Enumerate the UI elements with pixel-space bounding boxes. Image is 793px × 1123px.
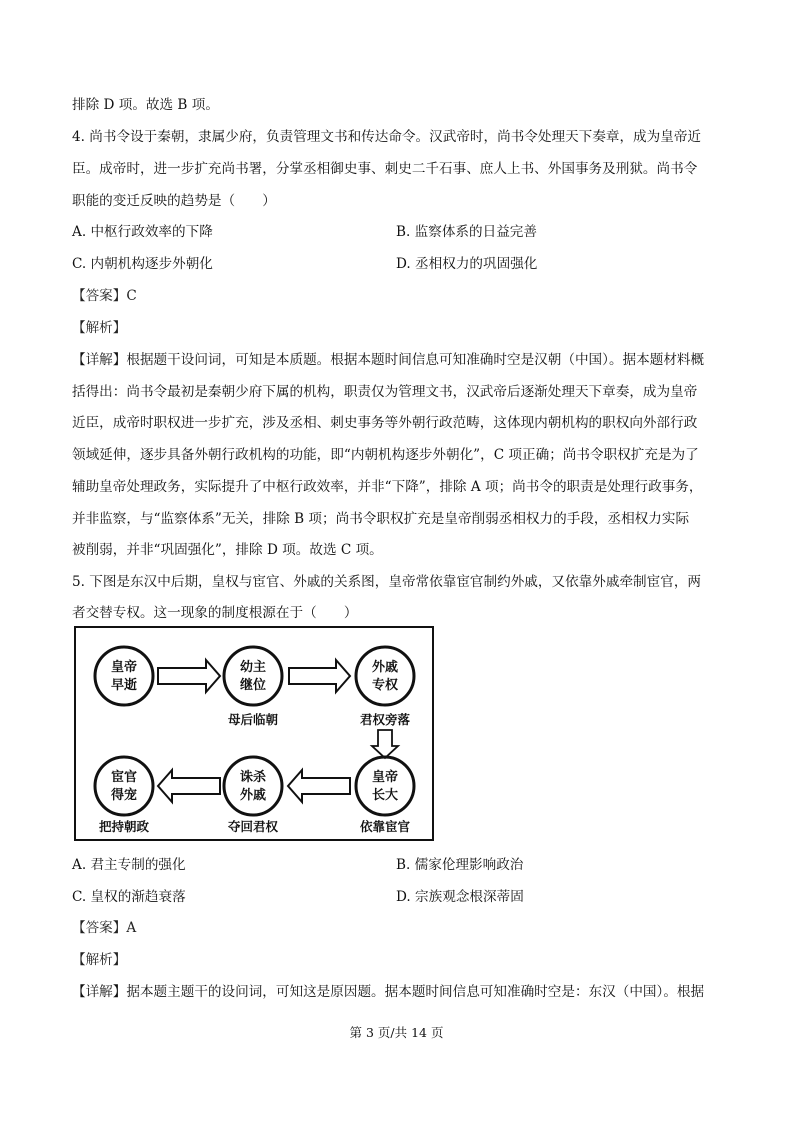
q5-option-a: A. 君主专制的强化 (72, 857, 186, 873)
page-footer: 第 3 页/共 14 页 (349, 1025, 444, 1040)
node-text: 外戚 (371, 660, 399, 675)
question-5-stem: 者交替专权。这一现象的制度根源在于（ ） (72, 605, 358, 621)
relationship-diagram (74, 626, 434, 841)
q4-option-c: C. 内朝机构逐步外朝化 (72, 256, 213, 272)
q5-detail-line: 【详解】据本题主题干的设问词，可知这是原因题。据本题时间信息可知准确时空是：东汉（中国）。根据 (72, 984, 705, 1000)
node-text: 宦官 (110, 770, 138, 785)
q5-option-c: C. 皇权的渐趋衰落 (72, 889, 186, 905)
node-caption: 依靠宦官 (359, 819, 411, 834)
node-caption: 母后临朝 (227, 712, 279, 727)
node-text: 得宠 (110, 788, 138, 803)
q4-detail-line: 近臣，成帝时职权进一步扩充，涉及丞相、刺史事务等外朝行政范畴，这体现内朝机构的职权向外部行政 (72, 415, 698, 431)
q4-detail-line: 括得出：尚书令最初是秦朝少府下属的机构，职责仅为管理文书，汉武帝后逐渐处理天下章奏，成为皇帝 (72, 384, 698, 400)
q4-analysis-label: 【解析】 (72, 320, 127, 336)
q4-option-d: D. 丞相权力的巩固强化 (396, 256, 538, 272)
q4-detail-line: 辅助皇帝处理政务，实际提升了中枢行政效率，并非“下降”，排除 A 项；尚书令的职责是处理行政事务， (72, 479, 703, 495)
question-4-stem: 4. 尚书令设于秦朝，隶属少府，负责管理文书和传达命令。汉武帝时，尚书令处理天下奏章，成为皇帝近 (72, 129, 702, 145)
q4-detail-line: 领域延伸，逐步具备外朝行政机构的功能，即“内朝机构逐步外朝化”，C 项正确；尚书令职权扩充是为了 (72, 447, 699, 463)
node-text: 诛杀 (239, 770, 267, 785)
node-caption: 夺回君权 (227, 819, 279, 834)
q4-option-a: A. 中枢行政效率的下降 (72, 224, 213, 240)
q5-answer: 【答案】A (72, 920, 137, 936)
node-text: 长大 (371, 788, 399, 803)
node-text: 皇帝 (110, 660, 138, 675)
q4-detail-line: 被削弱，并非“巩固强化”，排除 D 项。故选 C 项。 (72, 542, 383, 558)
question-4-stem: 臣。成帝时，进一步扩充尚书署，分掌丞相御史事、刺史二千石事、庶人上书、外国事务及刑狱。尚书令 (72, 161, 698, 177)
text-line: 排除 D 项。故选 B 项。 (72, 97, 219, 113)
node-text: 幼主 (239, 660, 267, 675)
node-text: 继位 (239, 678, 267, 693)
q4-option-b: B. 监察体系的日益完善 (396, 224, 537, 240)
question-4-stem: 职能的变迁反映的趋势是（ ） (72, 193, 276, 209)
node-caption: 把持朝政 (98, 819, 150, 834)
q4-answer: 【答案】C (72, 288, 137, 304)
node-text: 外戚 (239, 788, 267, 803)
q5-analysis-label: 【解析】 (72, 952, 127, 968)
q5-option-b: B. 儒家伦理影响政治 (396, 857, 524, 873)
node-text: 专权 (371, 678, 399, 693)
q4-detail-line: 并非监察，与“监察体系”无关，排除 B 项；尚书令职权扩充是皇帝削弱丞相权力的手段，丞相权力实际 (72, 511, 690, 527)
node-text: 皇帝 (371, 770, 399, 785)
q5-option-d: D. 宗族观念根深蒂固 (396, 889, 524, 905)
question-5-stem: 5. 下图是东汉中后期，皇权与宦官、外戚的关系图，皇帝常依靠宦官制约外戚，又依靠外戚牵制宦官，两 (72, 574, 702, 590)
node-text: 早逝 (110, 678, 138, 693)
q4-detail-line: 【详解】根据题干设问词，可知是本质题。根据本题时间信息可知准确时空是汉朝（中国）。据本题材料概 (72, 352, 705, 368)
node-caption: 君权旁落 (359, 712, 411, 727)
